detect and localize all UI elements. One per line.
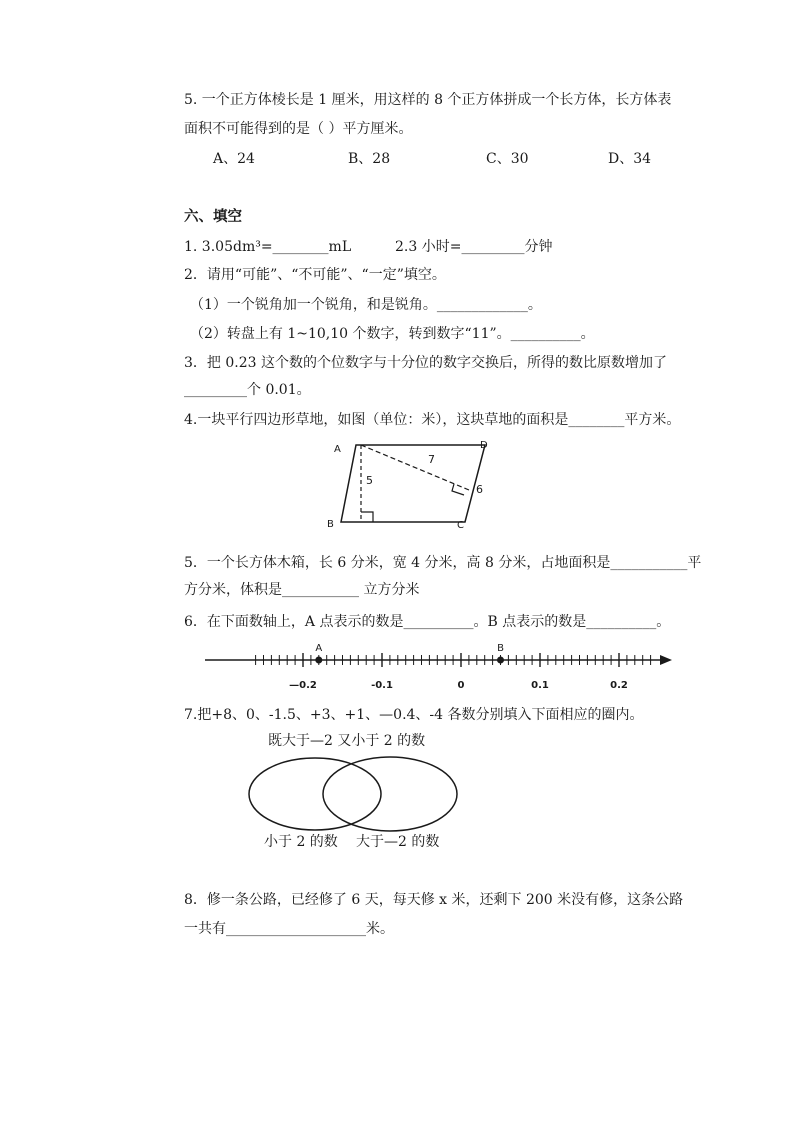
section-title: 六、填空 [184,208,242,225]
vertex-b: B [327,519,334,530]
option-a: A、24 [213,151,255,167]
diagonal-label: 7 [428,453,435,466]
vertex-a: A [334,444,341,455]
venn-right-label: 大于—2 的数 [356,834,440,850]
number-line-tick-label: 0.1 [531,680,549,691]
fill-q2: 2．请用“可能”、“不可能”、“一定”填空。 [184,267,446,283]
fill-q2-1: （1）一个锐角加一个锐角，和是锐角。_____________。 [190,297,542,313]
fill-q5-line2: 方分米，体积是___________ 立方分米 [184,582,420,598]
number-line-tick-label: 0.2 [610,680,628,691]
option-d: D、34 [608,151,652,167]
fill-q1-part1: 1. 3.05dm³=________mL [184,239,352,255]
number-line-tick-label: -0.1 [371,680,393,691]
vertex-d: D [480,440,488,451]
height-label: 5 [366,474,373,487]
venn-top-label: 既大于—2 又小于 2 的数 [268,733,426,749]
number-line-tick-label: —0.2 [289,680,317,691]
venn-left-label: 小于 2 的数 [264,834,338,850]
q5-choice-line1: 5. 一个正方体棱长是 1 厘米，用这样的 8 个正方体拼成一个长方体，长方体表 [184,92,672,108]
vertex-c: C [457,520,464,531]
fill-q7: 7.把+8、0、-1.5、+3、+1、—0.4、-4 各数分别填入下面相应的圈内。 [184,707,644,723]
fill-q4: 4.一块平行四边形草地，如图（单位：米），这块草地的面积是________平方米。 [184,412,681,428]
fill-q3-line2: _________个 0.01。 [184,382,311,398]
side-label: 6 [476,483,483,496]
option-c: C、30 [486,151,529,167]
q5-choice-line2: 面积不可能得到的是（ ）平方厘米。 [184,121,413,137]
fill-q5-line1: 5．一个长方体木箱，长 6 分米，宽 4 分米，高 8 分米，占地面积是___________平 [184,555,702,571]
option-b: B、28 [348,151,391,167]
point-a-label: A [315,643,323,654]
number-line-tick-label: 0 [457,680,465,691]
fill-q6: 6．在下面数轴上，A 点表示的数是__________。B 点表示的数是__________。 [184,614,671,630]
fill-q3-line1: 3．把 0.23 这个数的个位数字与十分位的数字交换后，所得的数比原数增加了 [184,355,667,371]
venn-left-ellipse [249,758,381,830]
venn-right-ellipse [323,757,457,831]
fill-q8-line2: 一共有____________________米。 [184,921,394,937]
fill-q1-part2: 2.3 小时=_________分钟 [395,239,553,255]
fill-q2-2: （2）转盘上有 1~10,10 个数字，转到数字“11”。__________。 [190,326,595,342]
point-b-label: B [497,643,504,654]
fill-q8-line1: 8．修一条公路，已经修了 6 天，每天修 x 米，还剩下 200 米没有修，这条公路 [184,892,684,908]
